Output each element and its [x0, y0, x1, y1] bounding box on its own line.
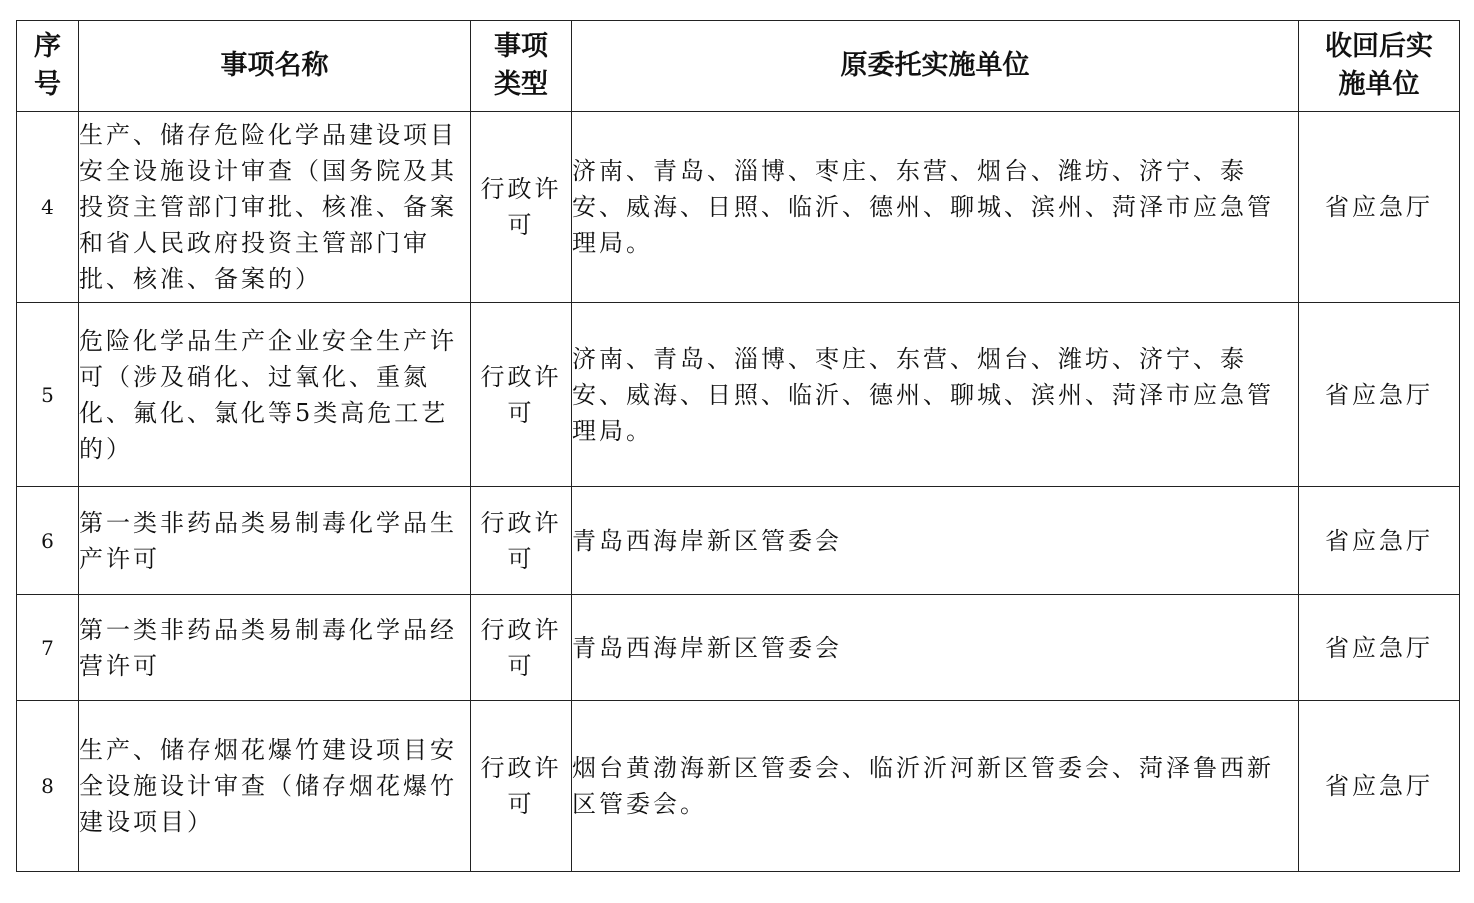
- row-item-name: 危险化学品生产企业安全生产许可（涉及硝化、过氧化、重氮化、氟化、氯化等5类高危工艺的）: [79, 303, 471, 487]
- header-name: 事项名称: [79, 21, 471, 112]
- row-item-name: 生产、储存危险化学品建设项目安全设施设计审查（国务院及其投资主管部门审批、核准、备案和省人民政府投资主管部门审批、核准、备案的）: [79, 112, 471, 303]
- header-after: 收回后实施单位: [1299, 21, 1460, 112]
- row-original-unit: 烟台黄渤海新区管委会、临沂沂河新区管委会、菏泽鲁西新区管委会。: [572, 701, 1299, 872]
- row-num: 5: [17, 303, 79, 487]
- row-new-unit: 省应急厅: [1299, 303, 1460, 487]
- row-num: 4: [17, 112, 79, 303]
- row-new-unit: 省应急厅: [1299, 112, 1460, 303]
- row-item-type: 行政许可: [471, 303, 572, 487]
- header-type: 事项类型: [471, 21, 572, 112]
- row-num: 6: [17, 487, 79, 595]
- row-original-unit: 济南、青岛、淄博、枣庄、东营、烟台、潍坊、济宁、泰安、威海、日照、临沂、德州、聊城、滨州、菏泽市应急管理局。: [572, 303, 1299, 487]
- table-row: [17, 303, 1460, 487]
- row-item-name: 生产、储存烟花爆竹建设项目安全设施设计审查（储存烟花爆竹建设项目）: [79, 701, 471, 872]
- items-table: [16, 20, 1460, 872]
- row-item-type: 行政许可: [471, 112, 572, 303]
- header-orig: 原委托实施单位: [572, 21, 1299, 112]
- row-item-type: 行政许可: [471, 487, 572, 595]
- row-item-name: 第一类非药品类易制毒化学品经营许可: [79, 595, 471, 701]
- row-original-unit: 青岛西海岸新区管委会: [572, 595, 1299, 701]
- row-original-unit: 青岛西海岸新区管委会: [572, 487, 1299, 595]
- header-num: 序号: [17, 21, 79, 112]
- row-item-name: 第一类非药品类易制毒化学品生产许可: [79, 487, 471, 595]
- row-item-type: 行政许可: [471, 701, 572, 872]
- table-row: [17, 112, 1460, 303]
- row-new-unit: 省应急厅: [1299, 487, 1460, 595]
- row-new-unit: 省应急厅: [1299, 701, 1460, 872]
- row-num: 7: [17, 595, 79, 701]
- row-new-unit: 省应急厅: [1299, 595, 1460, 701]
- table-header-row: [17, 21, 1460, 112]
- row-original-unit: 济南、青岛、淄博、枣庄、东营、烟台、潍坊、济宁、泰安、威海、日照、临沂、德州、聊城、滨州、菏泽市应急管理局。: [572, 112, 1299, 303]
- table-row: [17, 595, 1460, 701]
- table-row: [17, 701, 1460, 872]
- table-row: [17, 487, 1460, 595]
- row-num: 8: [17, 701, 79, 872]
- row-item-type: 行政许可: [471, 595, 572, 701]
